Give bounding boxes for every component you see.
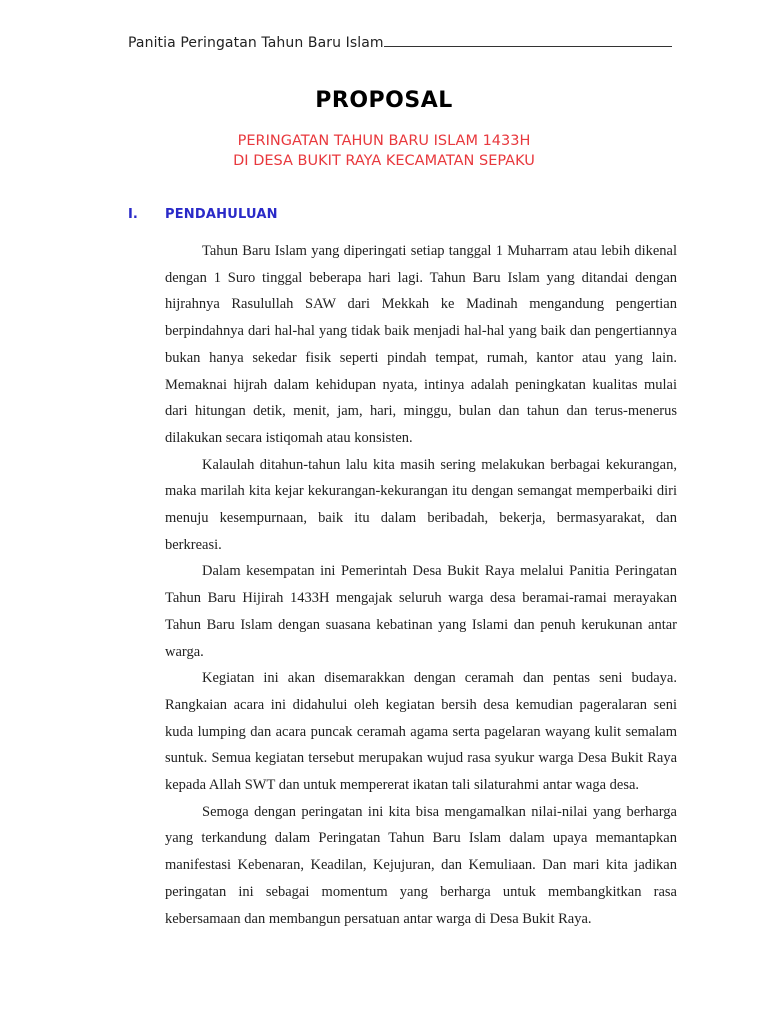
subtitle-line-1: PERINGATAN TAHUN BARU ISLAM 1433H — [237, 133, 531, 149]
paragraph: Tahun Baru Islam yang diperingati setiap tanggal 1 Muharram atau lebih dikenal dengan 1 Suro tinggal beberapa hari lagi. Tahun Baru Islam yang ditandai dengan hijrahnya Rasulullah SAW dari Mekkah ke Madinah mengandung pengertian berpindahnya dari hal-hal yang tidak baik menjadi hal-hal yang baik dan pengertiannya bukan hanya sekedar fisik seperti pindah tempat, rumah, kantor atau yang lain. Memaknai hijrah dalam kehidupan nyata, intinya adalah peningkatan kualitas mulai dari hitungan detik, menit, jam, hari, minggu, bulan dan tahun dan terus-menerus dilakukan secara istiqomah atau konsisten. — [165, 243, 677, 446]
paragraph: Semoga dengan peringatan ini kita bisa mengamalkan nilai-nilai yang berharga yang terkandung dalam Peringatan Tahun Baru Islam dalam upaya memantapkan manifestasi Kebenaran, Keadilan, Kejujuran, dan Kemuliaan. Dan mari kita jadikan peringatan ini sebagai momentum yang berharga untuk membangkitkan rasa kebersamaan dan membangun persatuan antar warga di Desa Bukit Raya. — [165, 803, 677, 927]
paragraph: Kegiatan ini akan disemarakkan dengan ceramah dan pentas seni budaya. Rangkaian acara ini didahului oleh kegiatan bersih desa kemudian pageralaran seni kuda lumping dan acara puncak ceramah agama serta pagelaran wayang kulit semalam suntuk. Semua kegiatan tersebut merupakan wujud rasa syukur warga Desa Bukit Raya kepada Allah SWT dan untuk mempererat ikatan tali silaturahmi antar waga desa. — [165, 670, 677, 794]
paragraph: Dalam kesempatan ini Pemerintah Desa Bukit Raya melalui Panitia Peringatan Tahun Baru Hijirah 1433H mengajak seluruh warga desa beramai-ramai merayakan Tahun Baru Islam dengan suasana kebatinan yang Islami dan penuh kerukunan antar warga. — [165, 563, 677, 660]
paragraph: Kalaulah ditahun-tahun lalu kita masih sering melakukan berbagai kekurangan, maka marilah kita kejar kekurangan-kekurangan itu dengan semangat memperbaiki diri menuju kesempurnaan, baik itu dalam beribadah, bekerja, bermasyarakat, dan berkreasi. — [165, 456, 677, 553]
section-number: I. — [128, 207, 138, 222]
document-title: PROPOSAL — [315, 88, 453, 113]
section-heading: PENDAHULUAN — [165, 207, 278, 222]
subtitle-line-2: DI DESA BUKIT RAYA KECAMATAN SEPAKU — [233, 153, 535, 169]
running-header: Panitia Peringatan Tahun Baru Islam — [128, 35, 384, 51]
header-rule — [384, 46, 672, 47]
body-text — [165, 238, 677, 932]
